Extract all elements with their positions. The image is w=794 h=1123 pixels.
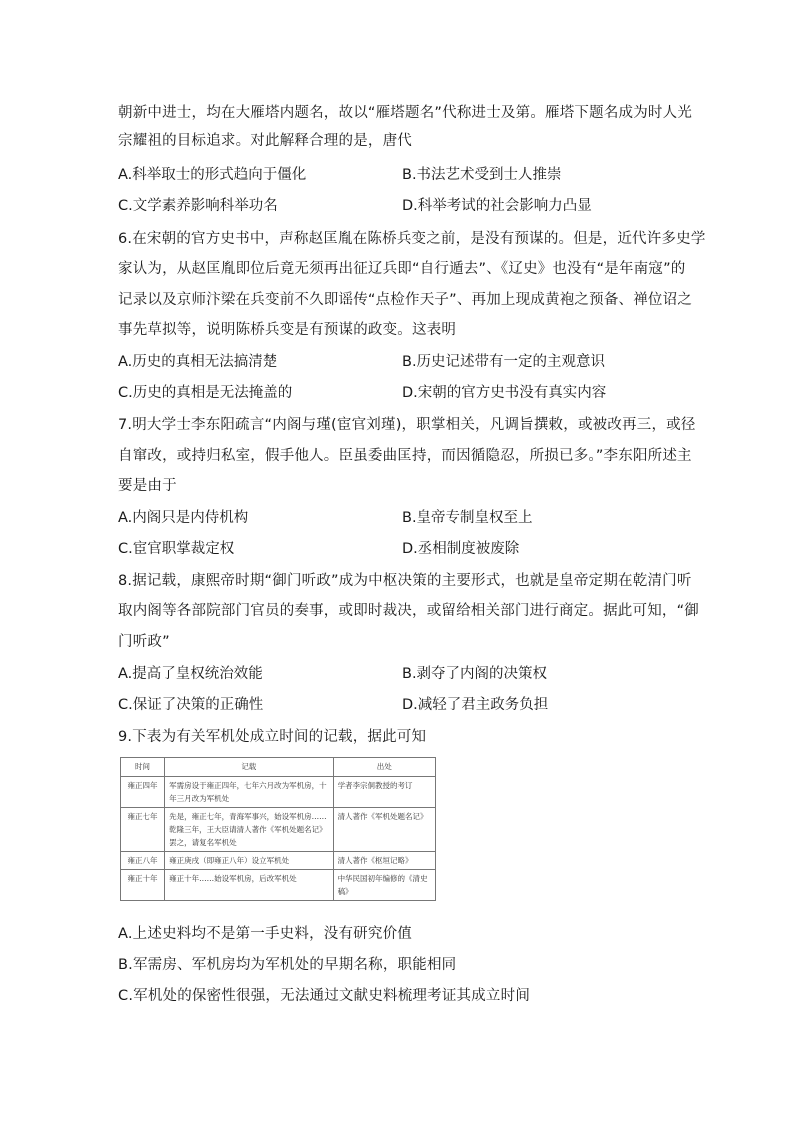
table-header-row	[121, 758, 436, 777]
table-row	[121, 870, 436, 901]
q6-text-line-3: 记录以及京师汴梁在兵变前不久即谣传“点检作天子”、再加上现成黄袍之预备、禅位诏之	[118, 292, 693, 308]
table-cell-record: 雍正庚戌（即雍正八年）设立军机处	[165, 852, 333, 870]
q5-option-c[interactable]: C.文学素养影响科举功名	[118, 198, 278, 214]
table-cell-source: 中华民国初年编修的《清史稿》	[333, 870, 435, 901]
table-header-source: 出处	[333, 758, 435, 777]
q7-option-b[interactable]: B.皇帝专制皇权至上	[402, 510, 533, 526]
q5-text-line-2: 宗耀祖的目标追求。对此解释合理的是，唐代	[118, 133, 412, 149]
table-row	[121, 808, 436, 852]
q8-text-line-2: 取内阁等各部院部门官员的奏事，或即时裁决，或留给相关部门进行商定。据此可知，“御	[118, 603, 700, 619]
q6-text-line-4: 事先草拟等，说明陈桥兵变是有预谋的政变。这表明	[118, 322, 457, 338]
q9-option-b[interactable]: B.军需房、军机房均为军机处的早期名称，职能相同	[118, 957, 457, 973]
q6-option-c[interactable]: C.历史的真相是无法掩盖的	[118, 385, 293, 401]
table-cell-time: 雍正八年	[121, 852, 165, 870]
q7-option-a[interactable]: A.内阁只是内侍机构	[118, 510, 249, 526]
q9-option-a[interactable]: A.上述史料均不是第一手史料，没有研究价值	[118, 926, 412, 942]
q8-option-d[interactable]: D.减轻了君主政务负担	[402, 697, 549, 713]
q7-text-line-2: 自窜改，或持归私室，假手他人。臣虽委曲匡持，而因循隐忍，所损已多。”李东阳所述主	[118, 448, 692, 464]
table-cell-source: 清人著作《军机处题名记》	[333, 808, 435, 852]
table-header-record: 记载	[165, 758, 333, 777]
table-cell-record: 雍正十年……始设军机房，后改军机处	[165, 870, 333, 901]
table-cell-source: 学者李宗侗教授的考订	[333, 777, 435, 808]
table-cell-record: 军需房设于雍正四年，七年六月改为军机房，十年三月改为军机处	[165, 777, 333, 808]
q8-text-line-3: 门听政”	[118, 634, 170, 650]
q8-option-b[interactable]: B.剥夺了内阁的决策权	[402, 666, 548, 682]
q8-option-a[interactable]: A.提高了皇权统治效能	[118, 666, 263, 682]
q5-text-line-1: 朝新中进士，均在大雁塔内题名，故以“雁塔题名”代称进士及第。雁塔下题名成为时人光	[118, 105, 693, 121]
q5-option-b[interactable]: B.书法艺术受到士人推崇	[402, 167, 562, 183]
q8-text-line-1: 8.据记载，康熙帝时期“御门听政”成为中枢决策的主要形式，也就是皇帝定期在乾清门听	[118, 573, 692, 589]
q9-records-table	[120, 757, 436, 901]
table-cell-source: 清人著作《枢垣记略》	[333, 852, 435, 870]
q6-text-line-1: 6.在宋朝的官方史书中，声称赵匡胤在陈桥兵变之前，是没有预谋的。但是，近代许多史学	[118, 231, 706, 247]
table-cell-record: 先是，雍正七年，青海军事兴，始设军机房……乾隆三年，王大臣请清人著作《军机处题名记》罢之，请复名军机处	[165, 808, 333, 852]
q6-option-b[interactable]: B.历史记述带有一定的主观意识	[402, 354, 606, 370]
q7-text-line-1: 7.明大学士李东阳疏言“内阁与瑾(宦官刘瑾)，职掌相关，凡调旨撰敕，或被改再三，或径	[118, 417, 696, 433]
q9-option-c[interactable]: C.军机处的保密性很强，无法通过文献史料梳理考证其成立时间	[118, 988, 531, 1004]
q5-option-a[interactable]: A.科举取士的形式趋向于僵化	[118, 167, 307, 183]
q6-option-a[interactable]: A.历史的真相无法搞清楚	[118, 354, 278, 370]
table-cell-time: 雍正十年	[121, 870, 165, 901]
table-cell-time: 雍正七年	[121, 808, 165, 852]
q7-text-line-3: 要是由于	[118, 478, 177, 494]
table-row	[121, 852, 436, 870]
q9-stem: 9.下表为有关军机处成立时间的记载，据此可知	[118, 729, 427, 745]
q6-text-line-2: 家认为，从赵匡胤即位后竟无须再出征辽兵即“自行遁去”、《辽史》也没有“是年南寇”的	[118, 261, 686, 277]
q6-option-d[interactable]: D.宋朝的官方史书没有真实内容	[402, 385, 607, 401]
q7-option-d[interactable]: D.丞相制度被废除	[402, 541, 520, 557]
table-row	[121, 777, 436, 808]
q8-option-c[interactable]: C.保证了决策的正确性	[118, 697, 264, 713]
q5-option-d[interactable]: D.科举考试的社会影响力凸显	[402, 198, 592, 214]
table-cell-time: 雍正四年	[121, 777, 165, 808]
q7-option-c[interactable]: C.宦官职掌裁定权	[118, 541, 235, 557]
table-header-time: 时间	[121, 758, 165, 777]
